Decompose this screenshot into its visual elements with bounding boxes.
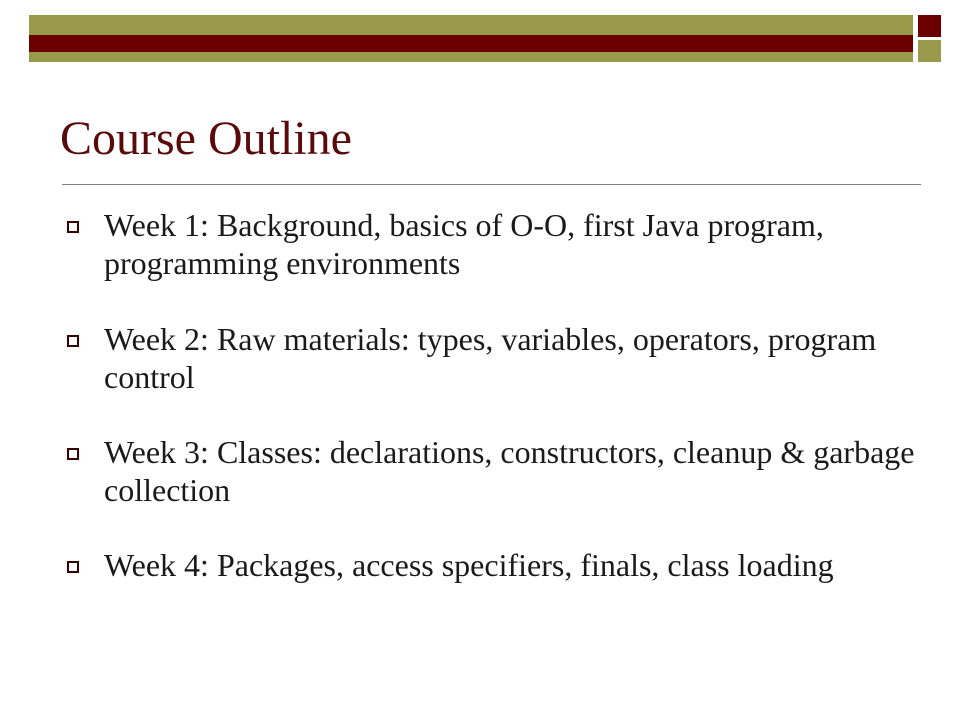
bullet-text: Week 1: Background, basics of O-O, first Java program, programming environments	[104, 207, 824, 281]
corner-maroon-square	[918, 15, 941, 37]
hollow-square-icon	[67, 561, 79, 573]
hollow-square-icon	[67, 448, 79, 460]
hollow-square-icon	[67, 221, 79, 233]
title-divider	[62, 184, 921, 185]
corner-olive-square	[918, 40, 941, 62]
bullet-text: Week 4: Packages, access specifiers, finals, class loading	[104, 547, 834, 583]
maroon-stripe	[29, 35, 913, 52]
header-decoration-band	[29, 15, 913, 62]
bullet-text: Week 2: Raw materials: types, variables, operators, program control	[104, 321, 877, 395]
olive-stripe-top	[29, 15, 913, 35]
slide-title: Course Outline	[60, 112, 352, 165]
hollow-square-icon	[67, 335, 79, 347]
olive-stripe-bottom	[29, 52, 913, 62]
bullet-text: Week 3: Classes: declarations, constructors, cleanup & garbage collection	[104, 434, 915, 508]
